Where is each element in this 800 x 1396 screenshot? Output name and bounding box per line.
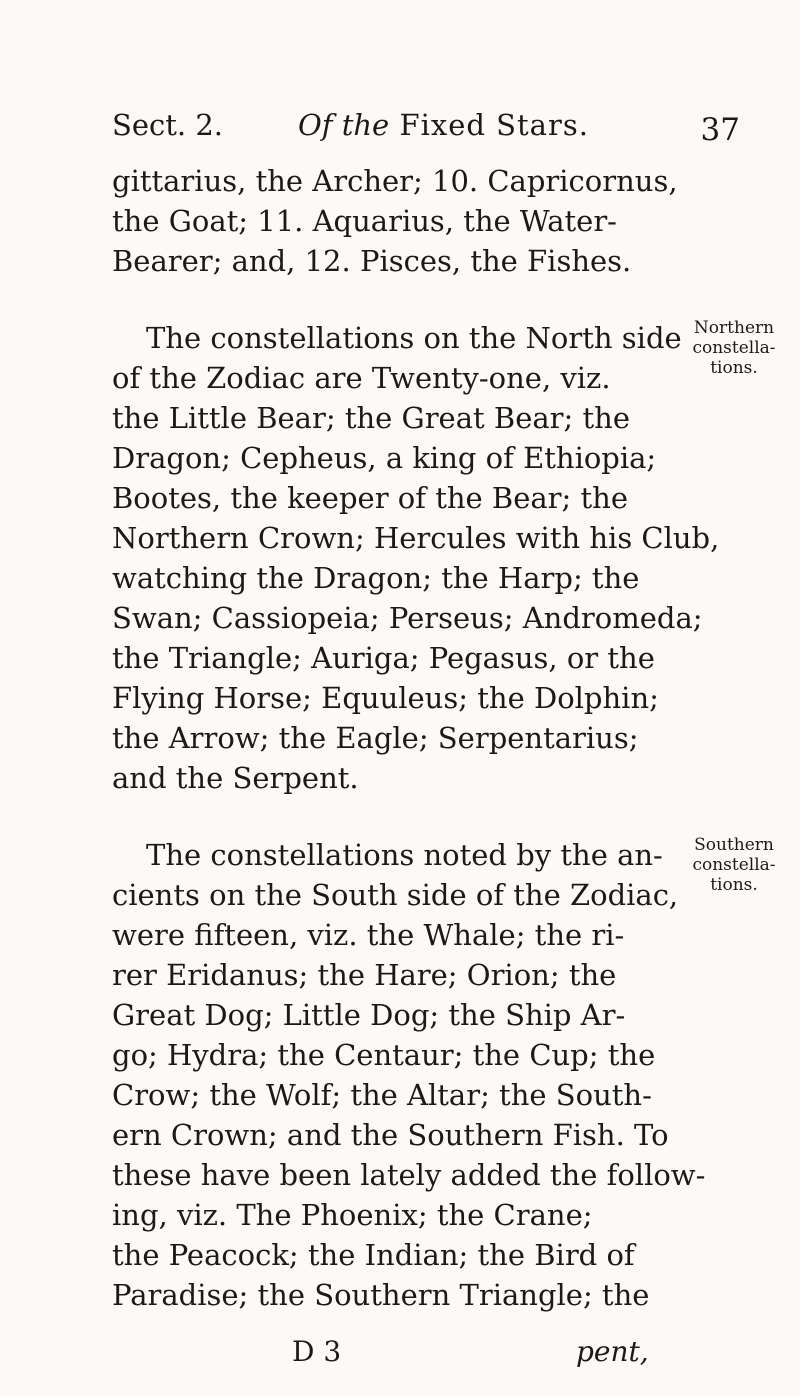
text-line: Paradise; the Southern Triangle; the — [112, 1278, 650, 1312]
page-number: 37 — [700, 112, 740, 148]
text-line: and the Serpent. — [112, 761, 359, 795]
text-line: were fifteen, viz. the Whale; the ri- — [112, 918, 625, 952]
text-line: gittarius, the Archer; 10. Capricornus, — [112, 164, 678, 198]
text-line: the Peacock; the Indian; the Bird of — [112, 1238, 635, 1272]
margin-note-line: tions. — [710, 875, 758, 895]
text-line: rer Eridanus; the Hare; Orion; the — [112, 958, 617, 992]
text-line: Crow; the Wolf; the Altar; the South- — [112, 1078, 652, 1112]
running-title — [298, 108, 589, 142]
text-line: these have been lately added the follow- — [112, 1158, 706, 1192]
page-footer — [0, 1335, 800, 1375]
text-line: the Triangle; Auriga; Pegasus, or the — [112, 641, 655, 675]
text-line: the Goat; 11. Aquarius, the Water- — [112, 204, 617, 238]
margin-note-line: constella- — [692, 338, 776, 358]
running-title-italic: Of the — [298, 108, 390, 142]
text-line: Swan; Cassiopeia; Perseus; Andromeda; — [112, 601, 703, 635]
margin-note-northern — [672, 318, 796, 378]
text-line: watching the Dragon; the Harp; the — [112, 561, 640, 595]
text-line: The constellations noted by the an- — [146, 838, 663, 872]
text-line: ern Crown; and the Southern Fish. To — [112, 1118, 669, 1152]
running-title-caps: Fixed Stars. — [399, 108, 589, 142]
running-header — [112, 108, 740, 152]
margin-note-line: Southern — [694, 835, 774, 855]
text-line: of the Zodiac are Twenty-one, viz. — [112, 361, 611, 395]
text-line: cients on the South side of the Zodiac, — [112, 878, 679, 912]
text-line: Great Dog; Little Dog; the Ship Ar- — [112, 998, 626, 1032]
margin-note-line: constella- — [692, 855, 776, 875]
text-line: the Arrow; the Eagle; Serpentarius; — [112, 721, 639, 755]
margin-note-southern — [672, 835, 796, 895]
text-line: Bootes, the keeper of the Bear; the — [112, 481, 629, 515]
text-line: The constellations on the North side — [146, 321, 682, 355]
text-line: Northern Crown; Hercules with his Club, — [112, 521, 720, 555]
text-line: ing, viz. The Phoenix; the Crane; — [112, 1198, 593, 1232]
margin-note-line: tions. — [710, 358, 758, 378]
text-line: Flying Horse; Equuleus; the Dolphin; — [112, 681, 659, 715]
text-line: the Little Bear; the Great Bear; the — [112, 401, 630, 435]
signature-mark: D 3 — [292, 1335, 342, 1368]
margin-note-line: Northern — [693, 318, 775, 338]
catchword: pent, — [576, 1335, 649, 1368]
section-number: Sect. 2. — [112, 108, 224, 142]
text-line: go; Hydra; the Centaur; the Cup; the — [112, 1038, 656, 1072]
text-line: Bearer; and, 12. Pisces, the Fishes. — [112, 244, 632, 278]
text-line: Dragon; Cepheus, a king of Ethiopia; — [112, 441, 657, 475]
